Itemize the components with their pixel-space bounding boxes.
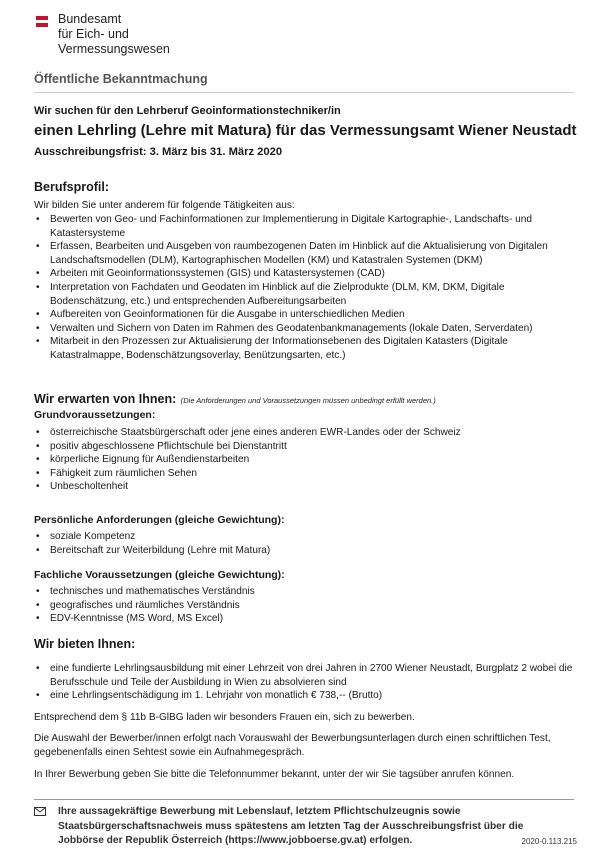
list-item: • körperliche Eignung für Außendienstarbeiten <box>34 453 579 467</box>
reference-number: 2020-0.113.215 <box>521 837 577 846</box>
erwarten-heading: Wir erwarten von Ihnen: <box>34 392 177 406</box>
list-item: • Unbescholtenheit <box>34 480 579 494</box>
list-item: • Erfassen, Bearbeiten und Ausgeben von raumbezogenen Daten im Hinblick auf die Aktualisierung von Digitalen Landschaftsmodellen (DLM), Kartographischen Modellen (KM) und Katastralen Systemen (DKM) <box>34 240 579 267</box>
divider <box>34 92 574 93</box>
page-title: einen Lehrling (Lehre mit Matura) für das Vermessungsamt Wiener Neustadt <box>34 122 577 139</box>
phone-paragraph: In Ihrer Bewerbung geben Sie bitte die Telefonnummer bekannt, unter der wir Sie tagsüber anrufen können. <box>34 769 515 780</box>
offer-list <box>34 662 579 703</box>
technical-requirements-list <box>34 585 579 626</box>
equality-paragraph: Entsprechend dem § 11b B-GlBG laden wir besonders Frauen ein, sich zu bewerben. <box>34 712 415 723</box>
footer-divider <box>34 799 574 800</box>
application-deadline: Ausschreibungsfrist: 3. März bis 31. März 2020 <box>34 146 283 158</box>
subheading-grundvoraussetzungen: Grundvoraussetzungen: <box>34 409 156 421</box>
erwarten-note: (Die Anforderungen und Voraussetzungen müssen unbedingt erfüllt werden.) <box>180 396 436 405</box>
list-item: • technisches und mathematisches Verständnis <box>34 585 579 599</box>
list-item: • EDV-Kenntnisse (MS Word, MS Excel) <box>34 612 579 626</box>
org-line: Vermessungswesen <box>58 42 170 56</box>
list-item: • Aufbereiten von Geoinformationen für die Ausgabe in unterschiedlichen Medien <box>34 308 579 322</box>
section-heading-erwarten <box>34 390 579 408</box>
list-item: • Bereitschaft zur Weiterbildung (Lehre mit Matura) <box>34 544 579 558</box>
requirements-list <box>34 426 579 494</box>
notice-heading: Öffentliche Bekanntmachung <box>34 72 208 86</box>
task-list <box>34 213 579 363</box>
list-item: • geografisches und räumliches Verständnis <box>34 599 579 613</box>
list-item: • positiv abgeschlossene Pflichtschule bei Dienstantritt <box>34 440 579 454</box>
section-heading-berufsprofil: Berufsprofil: <box>34 180 109 194</box>
list-item: • soziale Kompetenz <box>34 530 579 544</box>
subheading-persoenliche-anforderungen: Persönliche Anforderungen (gleiche Gewichtung): <box>34 514 285 526</box>
list-item: • eine Lehrlingsentschädigung im 1. Lehrjahr von monatlich € 738,-- (Brutto) <box>34 689 579 703</box>
subheading-fachliche-voraussetzungen: Fachliche Voraussetzungen (gleiche Gewichtung): <box>34 569 285 581</box>
organization-name <box>58 12 170 57</box>
search-line: Wir suchen für den Lehrberuf Geoinformationstechniker/in <box>34 105 341 117</box>
main-content <box>34 104 579 780</box>
selection-paragraph: Die Auswahl der Bewerber/innen erfolgt nach Vorauswahl der Bewerbungsunterlagen durch einen schriftlichen Test, gegebenenfalls einen Sehtest sowie ein Aufnahmegespräch. <box>34 733 551 758</box>
org-line: Bundesamt <box>58 12 122 26</box>
list-item: • eine fundierte Lehrlingsausbildung mit einer Lehrzeit von drei Jahren in 2700 Wiener Neustadt, Burgplatz 2 wobei die Berufsschule und Teile der Ausbildung in Wien zu absolvieren sind <box>34 662 579 689</box>
envelope-icon <box>34 807 46 816</box>
berufsprofil-intro: Wir bilden Sie unter anderem für folgende Tätigkeiten aus: <box>34 200 295 211</box>
list-item: • Arbeiten mit Geoinformationssystemen (GIS) und Katastersystemen (CAD) <box>34 267 579 281</box>
list-item: • Interpretation von Fachdaten und Geodaten im Hinblick auf die Zielprodukte (DLM, KM, DKM, Digitale Bodenschätzung, etc.) und entsprechenden Aufbereitungsarbeiten <box>34 281 579 308</box>
application-instructions: Ihre aussagekräftige Bewerbung mit Lebenslauf, letztem Pflichtschulzeugnis sowie Staatsbürgerschaftsnachweis muss spätestens am letzten Tag der Ausschreibungsfrist über die Jobbörse der Republik Österreich (https://www.jobboerse.gv.at) erfolgen. <box>58 806 524 846</box>
list-item: • Verwalten und Sichern von Daten im Rahmen des Geodatenbankmanagements (lokale Daten, Serverdaten) <box>34 322 579 336</box>
personal-requirements-list <box>34 530 579 557</box>
section-heading-bieten: Wir bieten Ihnen: <box>34 637 136 651</box>
list-item: • Mitarbeit in den Prozessen zur Aktualisierung der Informationsebenen des Digitalen Katasters (Digitale Katastralmappe, Bodenschätzungsoverlay, Benützungsarten, etc.) <box>34 335 579 362</box>
list-item: • österreichische Staatsbürgerschaft oder jene eines anderen EWR-Landes oder der Schweiz <box>34 426 579 440</box>
list-item: • Fähigkeit zum räumlichen Sehen <box>34 467 579 481</box>
org-line: für Eich- und <box>58 27 129 41</box>
list-item: • Bewerten von Geo- und Fachinformationen zur Implementierung in Digitale Kartographie-, Landschafts- und Katastersysteme <box>34 213 579 240</box>
austrian-flag-icon <box>36 16 48 27</box>
